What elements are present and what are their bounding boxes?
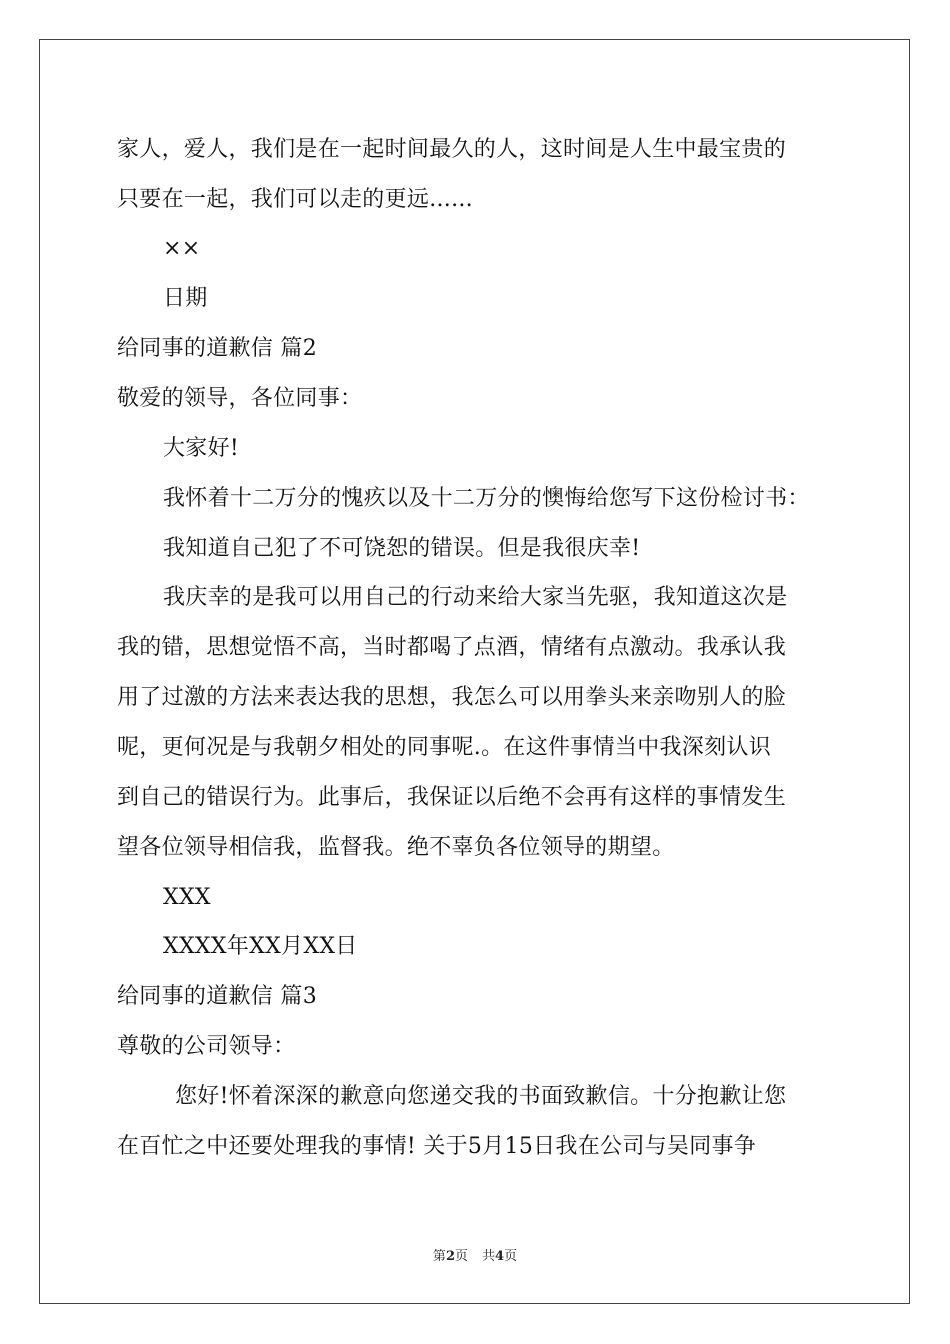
paragraph-line: 在百忙之中还要处理我的事情! 关于5月15日我在公司与吴同事争 (117, 1134, 757, 1159)
date-line: 日期 (163, 286, 208, 311)
current-page-number: 2 (445, 1249, 455, 1264)
date-line: XXXX年XX月XX日 (163, 934, 358, 959)
salutation: 尊敬的公司领导： (117, 1034, 296, 1059)
text-line: 只要在一起，我们可以走的更远...... (117, 187, 473, 212)
paragraph-line: 望各位领导相信我，监督我。绝不辜负各位领导的期望。 (117, 835, 675, 860)
text-line: 家人，爱人，我们是在一起时间最久的人，这时间是人生中最宝贵的 (117, 137, 787, 162)
salutation: 敬爱的领导，各位同事： (117, 386, 363, 411)
section-heading: 给同事的道歉信 篇2 (117, 336, 317, 361)
section-heading: 给同事的道歉信 篇3 (117, 984, 317, 1009)
paragraph-line: 我庆幸的是我可以用自己的行动来给大家当先驱，我知道这次是 (163, 585, 788, 610)
paragraph-line: 我的错，思想觉悟不高，当时都喝了点酒，情绪有点激动。我承认我 (117, 635, 787, 660)
page-footer (0, 1248, 950, 1266)
paragraph-line: 我知道自己犯了不可饶恕的错误。但是我很庆幸! (163, 536, 641, 561)
paragraph-line: 呢，更何况是与我朝夕相处的同事呢.。在这件事情当中我深刻认识 (117, 735, 771, 760)
signature-line: ×× (163, 236, 201, 261)
signature-line: XXX (163, 885, 211, 910)
paragraph-line: 到自己的错误行为。此事后，我保证以后绝不会再有这样的事情发生 (117, 785, 787, 810)
page-label-mid: 页 (454, 1249, 468, 1264)
total-label-suffix: 页 (504, 1249, 518, 1264)
total-page-number: 4 (495, 1249, 505, 1264)
total-label-prefix: 共 (482, 1249, 496, 1264)
paragraph-line: 用了过激的方法来表达我的思想，我怎么可以用拳头来亲吻别人的脸 (117, 685, 787, 710)
paragraph-line: 您好!怀着深深的歉意向您递交我的书面致歉信。十分抱歉让您 (175, 1084, 787, 1109)
page-label-prefix: 第 (432, 1249, 446, 1264)
paragraph-line: 我怀着十二万分的愧疚以及十二万分的懊悔给您写下这份检讨书： (163, 486, 810, 511)
page-frame (39, 39, 910, 1304)
greeting: 大家好! (163, 436, 240, 461)
